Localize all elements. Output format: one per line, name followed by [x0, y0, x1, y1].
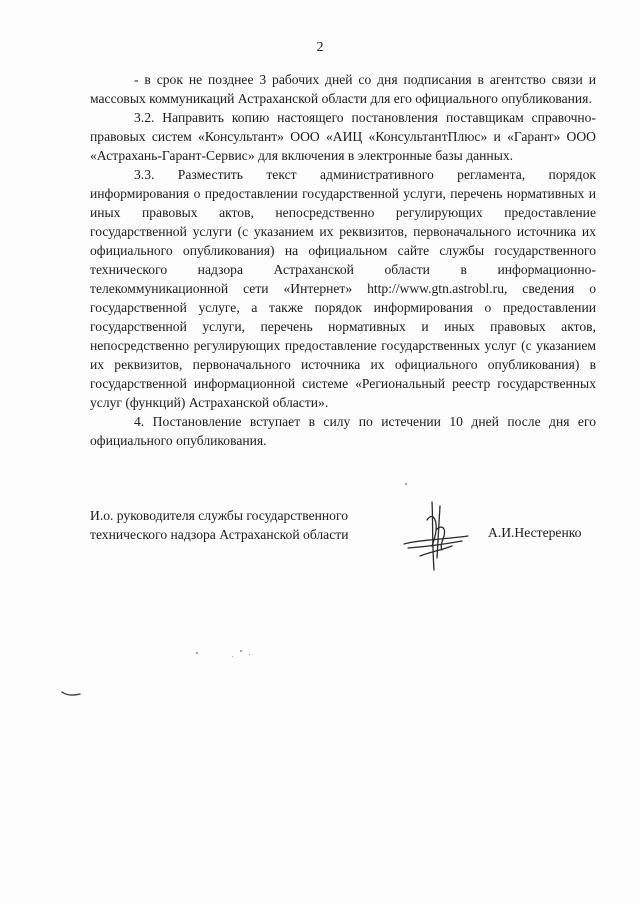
- signer-title: [90, 506, 348, 544]
- scan-artifact-dot: [232, 656, 233, 657]
- document-body: [90, 70, 596, 450]
- signer-name: А.И.Нестеренко: [488, 525, 582, 540]
- scan-artifact-mark: [60, 688, 82, 698]
- scan-artifact-dot: [196, 652, 198, 654]
- scan-artifact-dot: [249, 654, 250, 655]
- paragraph-3-2: 3.2. Направить копию настоящего постановления поставщикам справочно-правовых систем «Консультант» ООО «АИЦ «КонсультантПлюс» и «Гарант» ООО «Астрахань-Гарант-Сервис» для включения в электронные базы данных.: [90, 110, 596, 163]
- scan-artifact-dot: [240, 650, 242, 652]
- signer-title-line-2: технического надзора Астраханской области: [90, 527, 349, 542]
- page-number: 2: [316, 40, 324, 55]
- signer-title-line-1: И.о. руководителя службы государственного: [90, 508, 349, 523]
- signature-block: [90, 506, 600, 586]
- handwritten-signature: [402, 500, 472, 574]
- paragraph-4: 4. Постановление вступает в силу по истечении 10 дней после дня его официального опубликования.: [90, 414, 596, 448]
- scan-artifact-dot: [405, 483, 407, 485]
- paragraph-3-3: 3.3. Разместить текст административного регламента, порядок информирования о предоставлении государственной услуги, перечень нормативных и иных правовых актов, непосредственно регулирующих предоставление государственной услуги (с указанием их реквизитов, первоначального источника их официального опубликования) на официальном сайте службы государственного технического надзора Астраханской области в информационно-телекоммуникационной сети «Интернет» http://www.gtn.astrobl.ru, сведения о государственной услуге, а также порядок информирования о предоставлении государственной услуги, перечень нормативных и иных правовых актов, непосредственно регулирующих предоставление государственных услуг (с указанием их реквизитов, первоначального источника их официального опубликования) в государственной информационной системе «Региональный реестр государственных услуг (функций) Астраханской области».: [90, 167, 596, 410]
- paragraph-publication-deadline: - в срок не позднее 3 рабочих дней со дня подписания в агентство связи и массовых коммуникаций Астраханской области для его официального опубликования.: [90, 72, 596, 106]
